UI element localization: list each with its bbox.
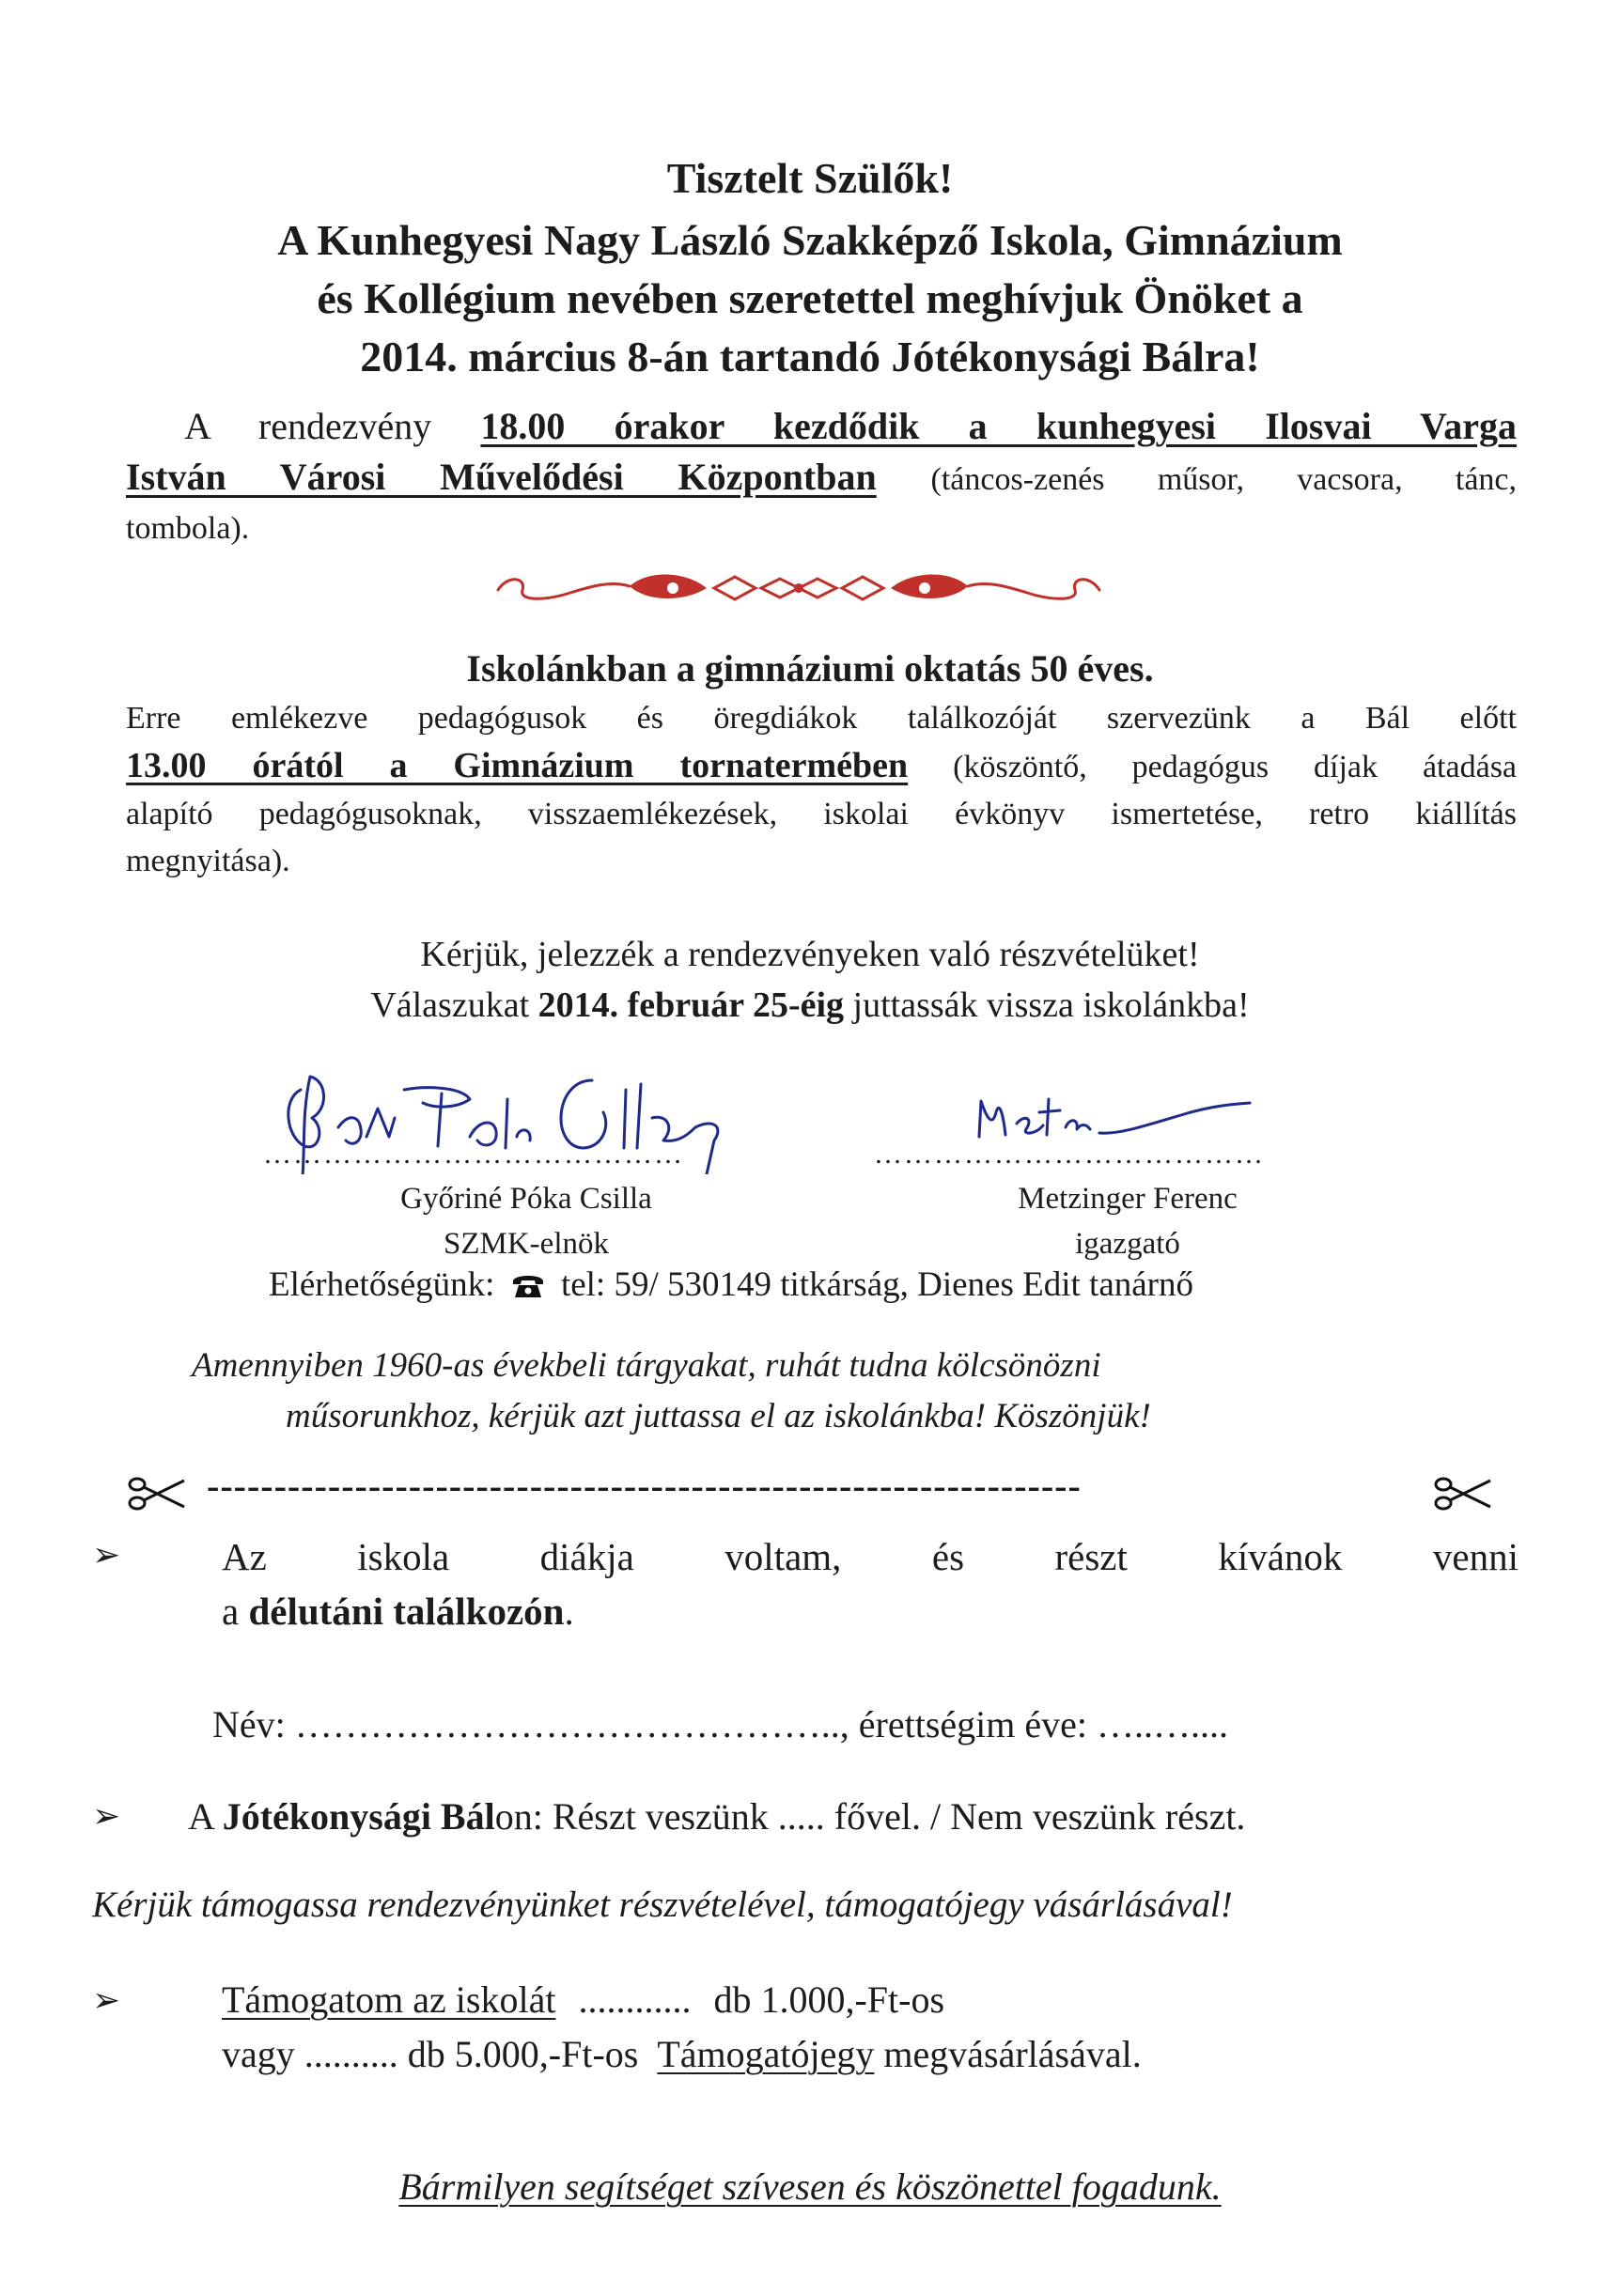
- reunion-line-4: megnyitása).: [126, 844, 290, 878]
- form-item-support-line-1: Támogatom az iskolát ............ db 1.000,-Ft-os: [222, 1978, 945, 2021]
- reunion-line-3: alapító pedagógusoknak, visszaemlékezések, iskolai évkönyv ismertetése, retro kiállítás: [126, 797, 1517, 831]
- event-line-2: István Városi Művelődési Központban (táncos-zenés műsor, vacsora, tánc,: [126, 456, 1518, 498]
- form-item-reunion-line-2: a délutáni találkozón.: [222, 1590, 574, 1633]
- header-line-3: és Kollégium nevében szeretettel meghívjuk Önöket a: [317, 274, 1303, 322]
- signature-block-left: [263, 1062, 789, 1261]
- event-line-1: A rendezvény 18.00 órakor kezdődik a kunhegyesi Ilosvai Varga: [184, 405, 1518, 447]
- support-note: Kérjük támogassa rendezvényünket részvételével, támogatójegy vásárlásával!: [92, 1885, 1233, 1925]
- scissors-icon: [1432, 1475, 1494, 1513]
- event-line-3: tombola).: [126, 511, 250, 546]
- ornament-flourish-icon: [489, 564, 1109, 611]
- telephone-icon: [511, 1264, 545, 1290]
- letter-title: Tisztelt Szülők!: [666, 154, 954, 202]
- cut-dashes: -----------------------------------------------------------------: [207, 1465, 1082, 1507]
- ticket-count-field[interactable]: ..........: [304, 2033, 398, 2075]
- signer-role-left: SZMK-elnök: [444, 1227, 609, 1261]
- signature-line-left: ……………………………………: [263, 1139, 684, 1170]
- graduation-year-field[interactable]: …..…....: [1097, 1703, 1228, 1745]
- contact-label: Elérhetőségünk:: [269, 1265, 495, 1304]
- donation-count-field[interactable]: ............: [578, 1978, 692, 2021]
- header-line-2: A Kunhegyesi Nagy László Szakképző Iskola, Gimnázium: [277, 216, 1343, 264]
- bullet-arrow-icon: ➢: [92, 1536, 121, 1574]
- supporter-ticket-label: Támogatójegy: [657, 2033, 875, 2075]
- reunion-paragraph: [126, 695, 1517, 885]
- header-line-4: 2014. március 8-án tartandó Jótékonysági Bálra!: [360, 333, 1260, 380]
- contact-details: tel: 59/ 530149 titkárság, Dienes Edit tanárnő: [560, 1265, 1193, 1304]
- footer-note: Bármilyen segítséget szívesen és köszönettel fogadunk.: [398, 2165, 1222, 2208]
- form-item-support-line-2: vagy .......... db 5.000,-Ft-os Támogatójegy megvásárlásával.: [222, 2033, 1142, 2075]
- rsvp-line-2: Válaszukat 2014. február 25-éig juttassák vissza iskolánkba!: [370, 985, 1250, 1025]
- event-time-place: 18.00 órakor kezdődik a kunhegyesi Ilosvai Varga: [480, 405, 1518, 447]
- form-item-reunion: [222, 1529, 1519, 1638]
- signer-name-right: Metzinger Ferenc: [1018, 1182, 1238, 1216]
- form-item-support: [222, 1973, 1142, 2082]
- signer-name-left: Győriné Póka Csilla: [400, 1182, 652, 1216]
- form-item-reunion-line-1: Az iskola diákja voltam, és részt kívánok venni: [222, 1535, 1519, 1578]
- name-label: Név:: [212, 1703, 286, 1745]
- reunion-line-1: Erre emlékezve pedagógusok és öregdiákok találkozóját szervezünk a Bál előtt: [126, 701, 1517, 736]
- support-school-label: Támogatom az iskolát: [222, 1978, 556, 2021]
- bullet-arrow-icon: ➢: [92, 1981, 121, 2019]
- contact-line: [269, 1261, 1193, 1310]
- afternoon-meeting-label: délutáni találkozón: [248, 1590, 565, 1633]
- graduation-year-label: érettségim éve:: [858, 1703, 1087, 1745]
- form-item-ball: A Jótékonysági Bálon: Részt veszünk ..... fővel. / Nem veszünk részt.: [188, 1795, 1246, 1838]
- cut-line: [117, 1467, 1507, 1518]
- rsvp-deadline: 2014. február 25-éig: [537, 985, 845, 1025]
- ornament-divider: [489, 564, 1109, 611]
- rsvp-line-1: Kérjük, jelezzék a rendezvényeken való részvételüket!: [420, 935, 1200, 974]
- appeal-line-1: Amennyiben 1960-as évekbeli tárgyakat, ruhát tudna kölcsönözni: [192, 1346, 1101, 1385]
- signature-block-right: [874, 1062, 1381, 1261]
- name-year-field: [212, 1699, 1228, 1751]
- event-paragraph: [126, 402, 1517, 553]
- scissors-icon: [126, 1475, 188, 1513]
- reunion-line-2: 13.00 órától a Gimnázium tornatermében (köszöntő, pedagógus díjak átadása: [126, 746, 1518, 785]
- event-venue: István Városi Művelődési Központban: [126, 456, 877, 498]
- bullet-arrow-icon: ➢: [92, 1797, 121, 1835]
- signature-line-right: …………………………………: [874, 1139, 1265, 1170]
- charity-ball-label: Jótékonysági Bál: [222, 1795, 495, 1838]
- reunion-heading: Iskolánkban a gimnáziumi oktatás 50 éves.: [466, 647, 1154, 690]
- signer-role-right: igazgató: [1075, 1227, 1180, 1261]
- reunion-time-place: 13.00 órától a Gimnázium tornatermében: [126, 746, 909, 785]
- appeal-line-2: műsorunkhoz, kérjük azt juttassa el az iskolánkba! Köszönjük!: [286, 1397, 1151, 1435]
- attendee-count-field[interactable]: .....: [777, 1795, 825, 1838]
- name-field[interactable]: ……………………………………..,: [294, 1703, 849, 1745]
